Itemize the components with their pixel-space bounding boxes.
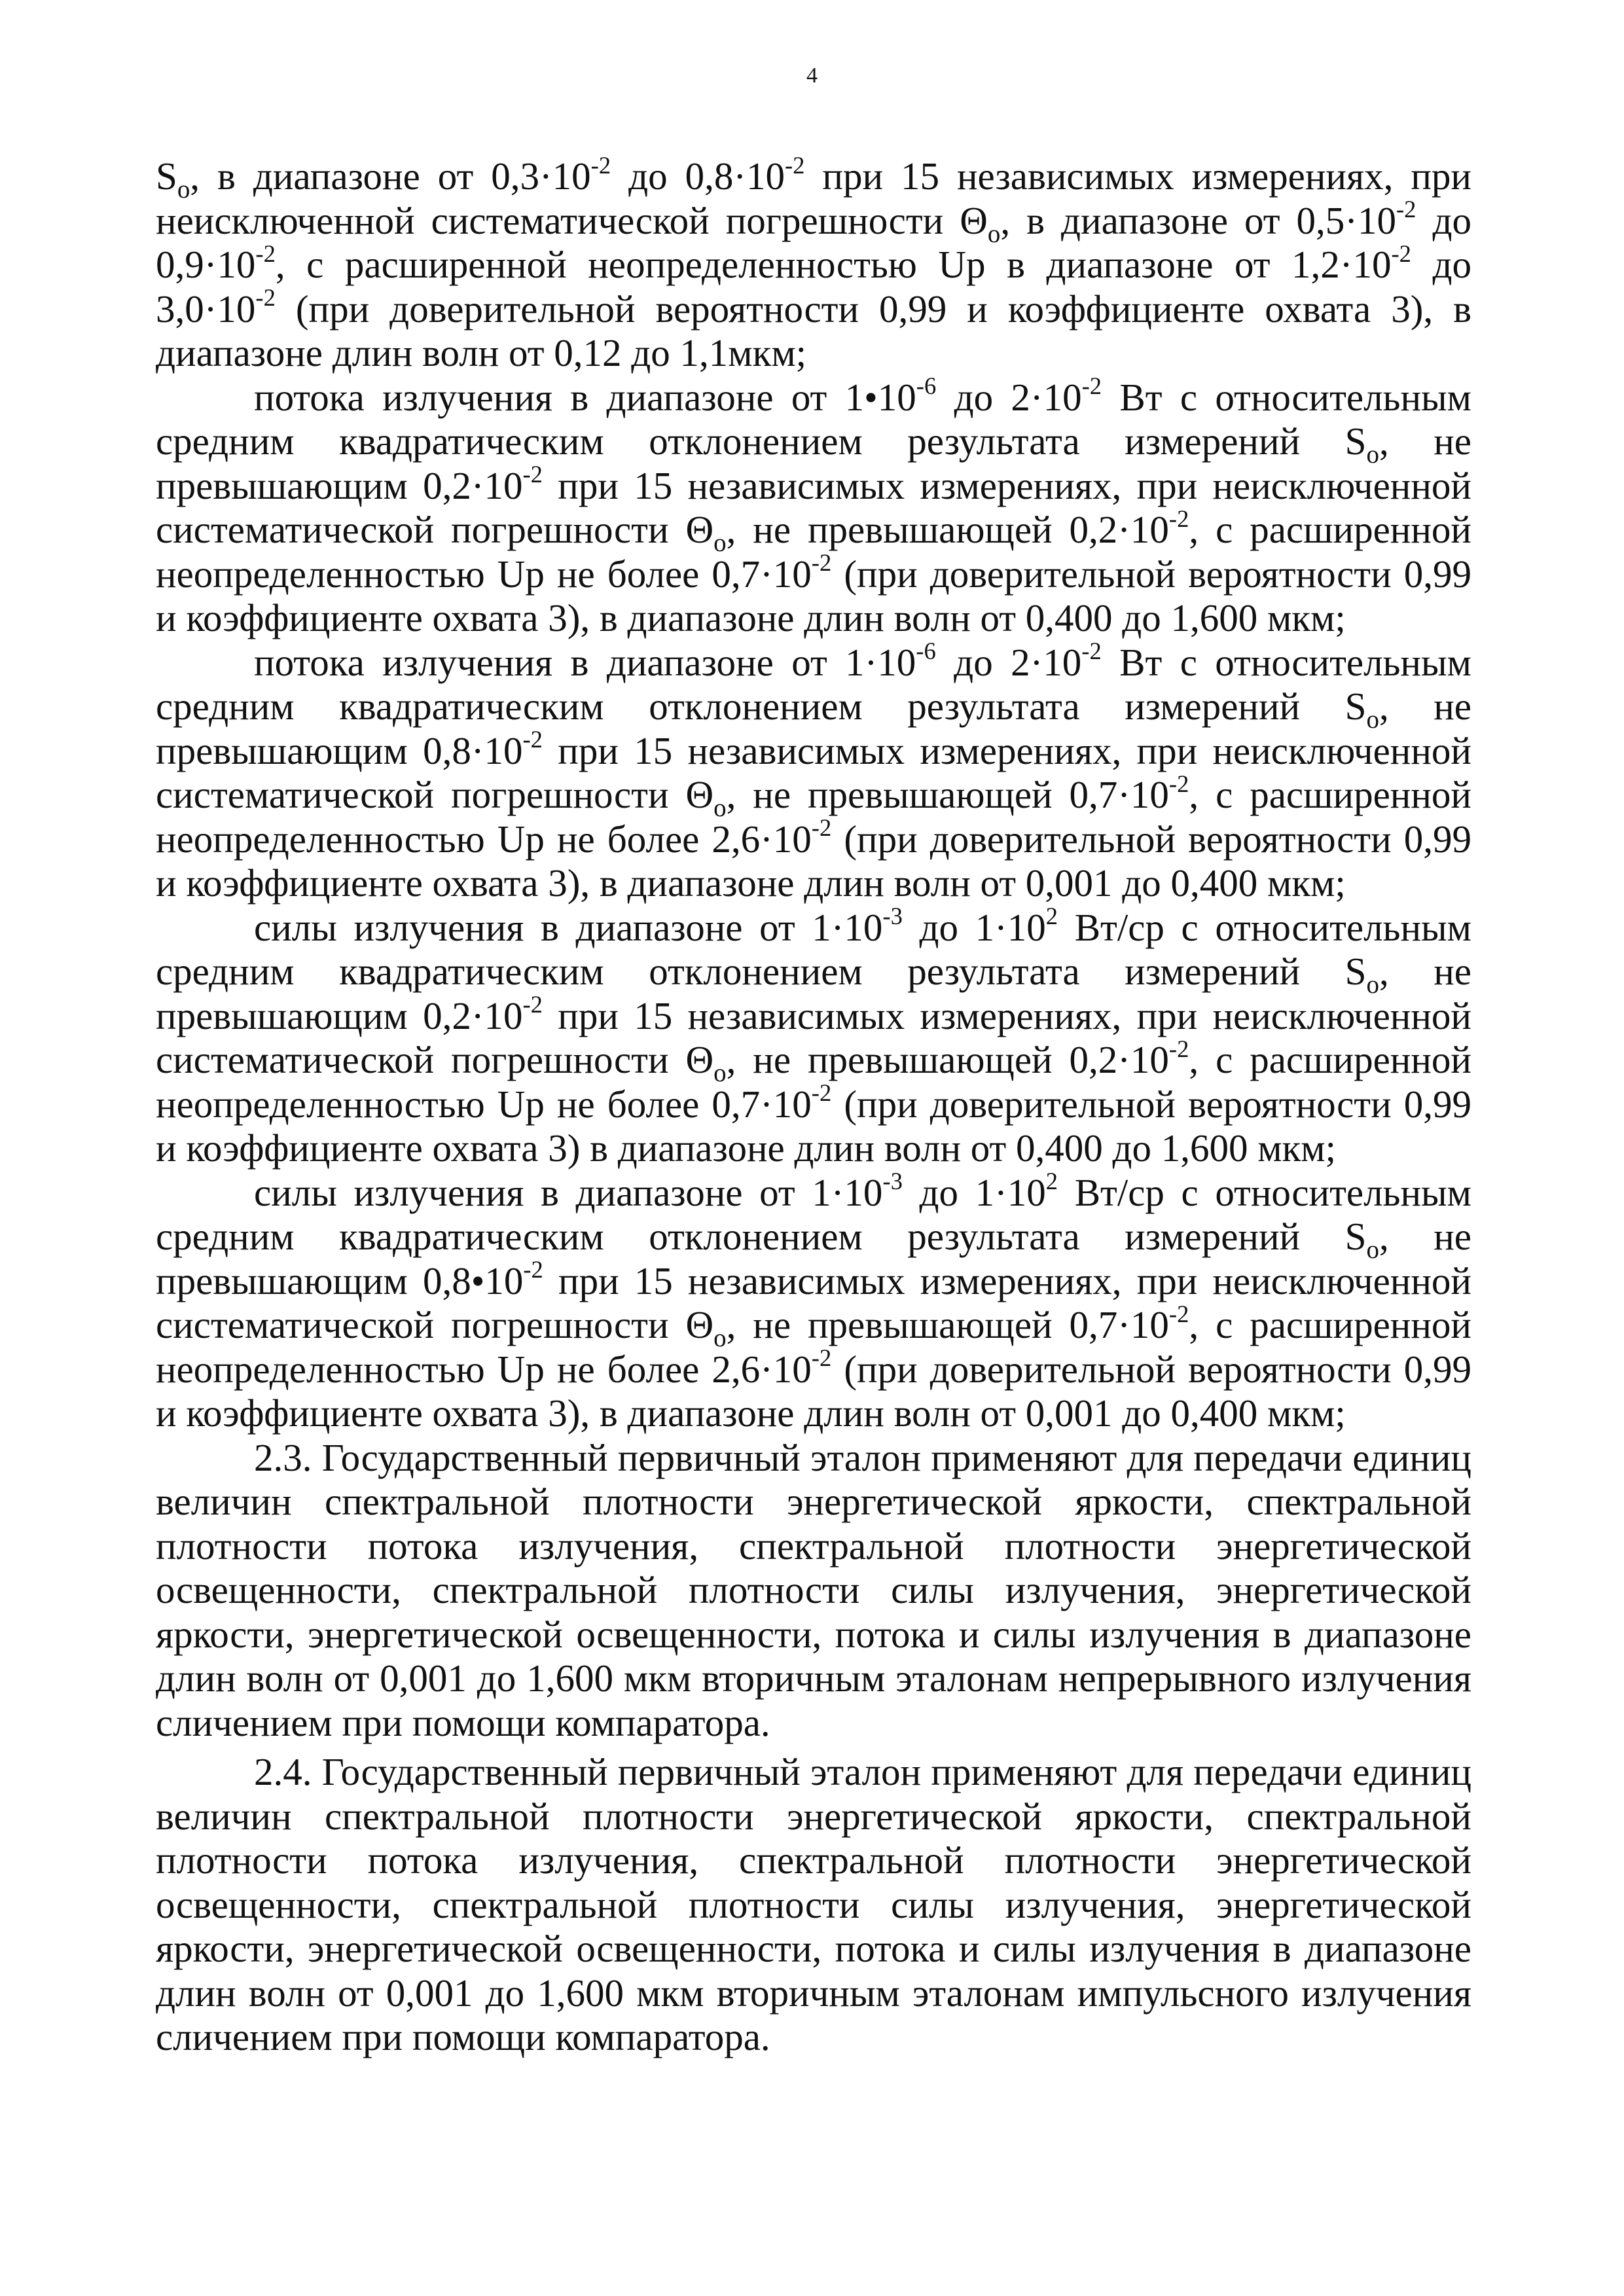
paragraph-radiant-flux-uv: потока излучения в диапазоне от $1\cdot 10^{-6}$ до $2\cdot 10^{-2}$ Вт с относительным средним квадратическим отклонением результата измерений $S_o$, не превышающим $0,8\cdot 10^{-2}$ при 15 независимых измерениях, при неисключенной систематической погрешности $\Theta_o$, не превышающей $0,7\cdot 10^{-2}$, с расширенной неопределенностью Up не более $2,6\cdot 10^{-2}$ (при доверительной вероятности 0,99 и коэффициенте охвата 3), в диапазоне длин волн от 0,001 до 0,400 мкм; [156,637,1471,905]
document-body [156,151,1472,2060]
paragraph-radiant-intensity-visible-ir: силы излучения в диапазоне от $1\cdot 10^{-3}$ до $1\cdot 10^2$ Вт/ср с относительным средним квадратическим отклонением результата измерений $S_o$, не превышающим $0,2\cdot 10^{-2}$ при 15 независимых измерениях, при неисключенной систематической погрешности $\Theta_o$, не превышающей $0,2\cdot 10^{-2}$, с расширенной неопределенностью Up не более $0,7\cdot 10^{-2}$ (при доверительной вероятности 0,99 и коэффициенте охвата 3) в диапазоне длин волн от 0,400 до 1,600 мкм; [156,903,1472,1170]
paragraph-section-2-4: 2.4. Государственный первичный эталон применяют для передачи единиц величин спектральной плотности энергетической яркости, спектральной плотности потока излучения, спектральной плотности энергетической освещенности, спектральной плотности силы излучения, энергетической яркости, энергетической освещенности, потока и силы излучения в диапазоне длин волн от 0,001 до 1,600 мкм вторичным эталонам импульсного излучения сличением при помощи компаратора. [156,1750,1471,2058]
paragraph-radiant-intensity-uv: силы излучения в диапазоне от $1\cdot 10^{-3}$ до $1\cdot 10^2$ Вт/ср с относительным средним квадратическим отклонением результата измерений $S_o$, не превышающим $0,8•10^{-2}$ при 15 независимых измерениях, при неисключенной систематической погрешности $\Theta_o$, не превышающей $0,7\cdot 10^{-2}$, с расширенной неопределенностью Up не более $2,6\cdot 10^{-2}$ (при доверительной вероятности 0,99 и коэффициенте охвата 3), в диапазоне длин волн от 0,001 до 0,400 мкм; [156,1168,1472,1435]
paragraph-radiant-flux-visible-ir: потока излучения в диапазоне от $1•10^{-6}$ до $2\cdot 10^{-2}$ Вт с относительным средним квадратическим отклонением результата измерений $S_o$, не превышающим $0,2\cdot 10^{-2}$ при 15 независимых измерениях, при неисключенной систематической погрешности $\Theta_o$, не превышающей $0,2\cdot 10^{-2}$, с расширенной неопределенностью Up не более $0,7\cdot 10^{-2}$ (при доверительной вероятности 0,99 и коэффициенте охвата 3), в диапазоне длин волн от 0,400 до 1,600 мкм; [156,372,1472,639]
paragraph-continuation: $S_o$, в диапазоне от $0,3\cdot 10^{-2}$ до $0,8\cdot 10^{-2}$ при 15 независимых измерениях, при неисключенной систематической погрешности $\Theta_o$, в диапазоне от $0,5\cdot 10^{-2}$ до $0,9\cdot 10^{-2}$, с расширенной неопределенностью Up в диапазоне от $1,2\cdot 10^{-2}$ до $3,0\cdot 10^{-2}$ (при доверительной вероятности 0,99 и коэффициенте охвата 3), в диапазоне длин волн от 0,12 до 1,1мкм; [156,151,1471,374]
page-number: 4 [806,63,818,88]
paragraph-section-2-3: 2.3. Государственный первичный эталон применяют для передачи единиц величин спектральной плотности энергетической яркости, спектральной плотности потока излучения, спектральной плотности энергетической освещенности, спектральной плотности силы излучения, энергетической яркости, энергетической освещенности, потока и силы излучения в диапазоне длин волн от 0,001 до 1,600 мкм вторичным эталонам непрерывного излучения сличением при помощи компаратора. [156,1435,1471,1744]
